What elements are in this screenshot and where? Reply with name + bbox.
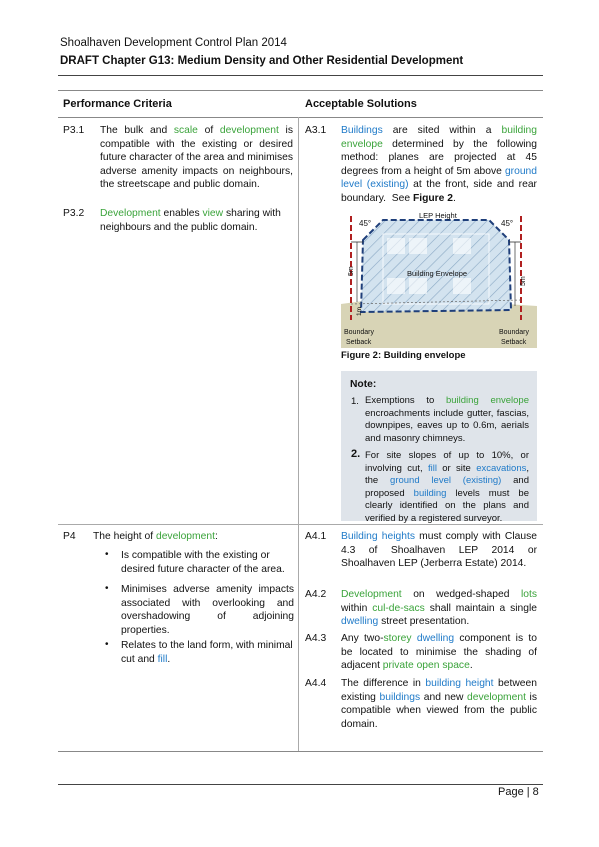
- angle-label-left: 45°: [359, 219, 372, 228]
- solution-code: A4.1: [305, 531, 327, 542]
- header-rule: [58, 75, 543, 76]
- criteria-bullet: Minimises adverse amenity impacts associated with overlooking and overshadowing of adjoining properties.: [121, 584, 294, 636]
- solution-code: A4.3: [305, 633, 327, 644]
- solution-text: Development on wedged-shaped lots within cul-de-sacs shall maintain a single dwelling street presentation.: [341, 589, 538, 627]
- bullet-icon: •: [105, 549, 109, 560]
- criteria-bullet: Relates to the land form, with minimal cut and fill.: [121, 640, 293, 665]
- criteria-text: The bulk and scale of development is compatible with the existing or desired future character of the area and minimises adverse amenity impacts on neighbours, the streetscape and public domain.: [100, 125, 293, 190]
- criteria-intro: The height of development:: [93, 531, 218, 542]
- criteria-code: P4: [63, 531, 76, 542]
- lep-height-label: LEP Height: [419, 211, 457, 220]
- column-header-solutions: Acceptable Solutions: [305, 98, 417, 110]
- solution-text: Building heights must comply with Clause 4.3 of Shoalhaven LEP 2014 or Shoalhaven LEP (Jerberra Estate) 2014.: [341, 531, 537, 569]
- height-label-left: 5m: [348, 266, 355, 276]
- solution-text: Any two-storey dwelling component is to be located to minimise the shading of adjacent private open space.: [341, 633, 537, 671]
- doc-title: Shoalhaven Development Control Plan 2014: [60, 37, 287, 49]
- criteria-text: Development enables view sharing with neighbours and the public domain.: [100, 208, 281, 233]
- solution-text: Buildings are sited within a building envelope determined by the following method: planes are projected at 45 degrees from a height of 5m above ground level (existing) at the front, side and rear boundary. See Figure 2.: [341, 125, 537, 204]
- note-item: For site slopes of up to 10%, or involving cut, fill or site excavations, the ground level (existing) and proposed building levels must be clearly identified on the plans and verified by a registered surveyor.: [365, 450, 529, 524]
- table-top-rule: [58, 90, 543, 91]
- note-number: 1.: [351, 396, 359, 407]
- angle-label-right: 45°: [501, 219, 514, 228]
- row-divider: [58, 524, 543, 525]
- note-item: Exemptions to building envelope encroachments include gutter, fascias, downpipes, eaves up to 0.6m, aerials and masonry chimneys.: [365, 395, 530, 444]
- column-header-performance: Performance Criteria: [63, 98, 172, 110]
- building-envelope-figure: [341, 208, 537, 348]
- note-title: Note:: [350, 379, 377, 390]
- height-label-small: 1m: [356, 306, 363, 316]
- chapter-title: DRAFT Chapter G13: Medium Density and Other Residential Development: [60, 55, 464, 67]
- criteria-code: P3.2: [63, 208, 85, 219]
- setback-label-left: Boundary: [344, 329, 374, 336]
- svg-text:Setback: Setback: [501, 339, 527, 346]
- column-divider: [298, 117, 299, 751]
- solution-text: The difference in building height between existing buildings and new development is compatible when viewed from the public domain.: [341, 678, 537, 730]
- solution-code: A3.1: [305, 125, 327, 136]
- solution-code: A4.2: [305, 589, 327, 600]
- setback-label-right: Boundary: [499, 329, 529, 336]
- bullet-icon: •: [105, 639, 109, 650]
- solution-code: A4.4: [305, 678, 327, 689]
- note-number: 2.: [351, 448, 361, 460]
- table-header-rule: [58, 117, 543, 118]
- figure-caption: Figure 2: Building envelope: [341, 350, 466, 361]
- criteria-code: P3.1: [63, 125, 85, 136]
- table-bottom-rule: [58, 751, 543, 752]
- height-label-right: 5m: [520, 276, 527, 286]
- footer-rule: [58, 784, 543, 785]
- criteria-bullet: Is compatible with the existing or desired future character of the area.: [121, 550, 285, 575]
- bullet-icon: •: [105, 583, 109, 594]
- svg-text:Setback: Setback: [346, 339, 372, 346]
- envelope-label: Building Envelope: [407, 269, 468, 278]
- page-number: Page | 8: [498, 786, 539, 798]
